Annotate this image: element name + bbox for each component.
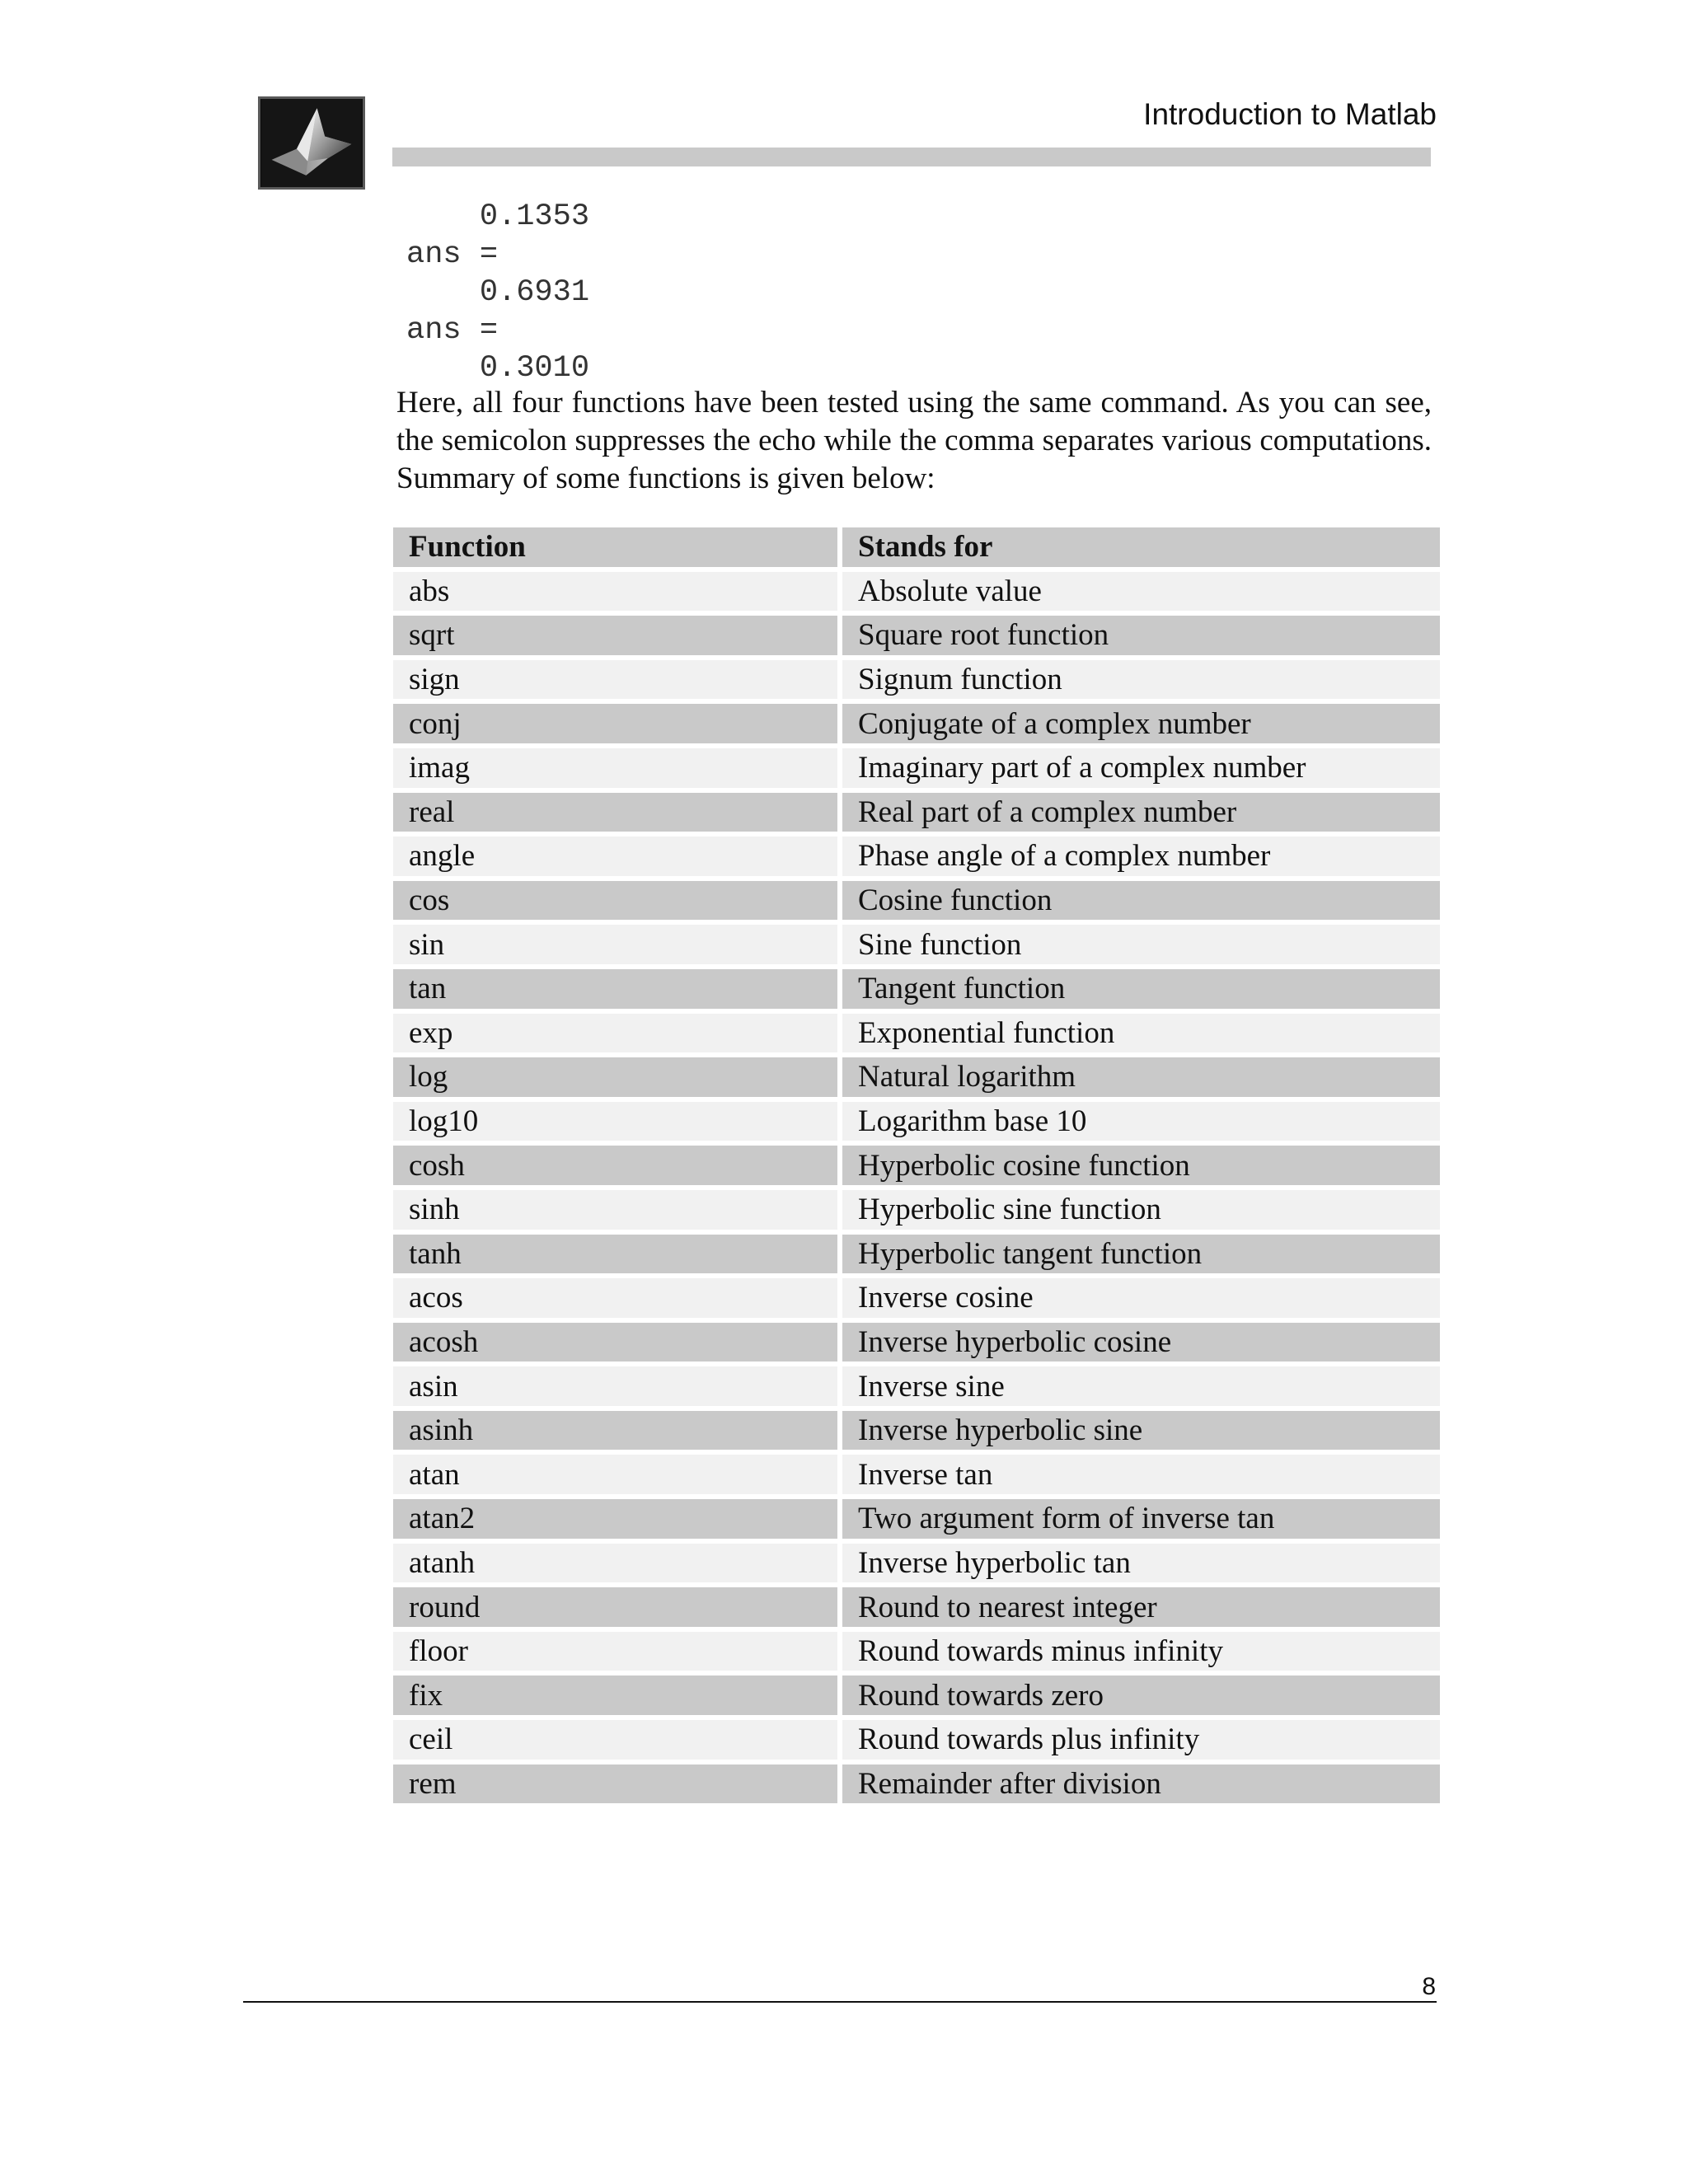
table-row xyxy=(393,1146,1440,1185)
table-row xyxy=(393,881,1440,921)
code-line: 0.3010 xyxy=(406,351,590,386)
function-description-cell: Inverse sine xyxy=(842,1366,1440,1406)
function-name-cell: atan xyxy=(393,1455,837,1494)
function-description-cell: Inverse cosine xyxy=(842,1278,1440,1318)
function-name-cell: cos xyxy=(393,881,837,921)
function-name-cell: atan2 xyxy=(393,1499,837,1539)
function-name-cell: imag xyxy=(393,748,837,788)
function-name-cell: sinh xyxy=(393,1190,837,1230)
function-description-cell: Hyperbolic cosine function xyxy=(842,1146,1440,1185)
function-description-cell: Two argument form of inverse tan xyxy=(842,1499,1440,1539)
footer-rule xyxy=(243,2001,1437,2003)
table-row xyxy=(393,793,1440,832)
function-name-cell: tanh xyxy=(393,1235,837,1274)
table-row xyxy=(393,1235,1440,1274)
table-row xyxy=(393,572,1440,612)
function-description-cell: Remainder after division xyxy=(842,1765,1440,1804)
function-name-cell: real xyxy=(393,793,837,832)
function-description-cell: Inverse hyperbolic tan xyxy=(842,1544,1440,1583)
table-row xyxy=(393,969,1440,1009)
function-description-cell: Exponential function xyxy=(842,1014,1440,1053)
header-title: Introduction to Matlab xyxy=(1143,97,1437,131)
table-row xyxy=(393,1587,1440,1627)
function-name-cell: asin xyxy=(393,1366,837,1406)
code-line: ans = xyxy=(406,313,499,348)
table-row xyxy=(393,1411,1440,1451)
function-description-cell: Hyperbolic tangent function xyxy=(842,1235,1440,1274)
table-row xyxy=(393,616,1440,655)
table-row xyxy=(393,837,1440,876)
header-divider-bar xyxy=(392,148,1431,166)
function-name-cell: sqrt xyxy=(393,616,837,655)
function-name-cell: cosh xyxy=(393,1146,837,1185)
table-row xyxy=(393,1544,1440,1583)
function-description-cell: Round towards minus infinity xyxy=(842,1632,1440,1671)
table-row xyxy=(393,925,1440,964)
body-paragraph: Here, all four functions have been tested using the same command. As you can see, the semicolon suppresses the echo while the comma separates various computations. Summary of some functions is given below: xyxy=(396,386,1432,495)
page-number: 8 xyxy=(1422,1973,1436,2000)
function-description-cell: Square root function xyxy=(842,616,1440,655)
function-name-cell: exp xyxy=(393,1014,837,1053)
function-description-cell: Imaginary part of a complex number xyxy=(842,748,1440,788)
function-name-cell: asinh xyxy=(393,1411,837,1451)
function-description-cell: Signum function xyxy=(842,660,1440,700)
function-name-cell: sign xyxy=(393,660,837,700)
table-row xyxy=(393,1057,1440,1097)
function-name-cell: round xyxy=(393,1587,837,1627)
table-row xyxy=(393,1455,1440,1494)
function-description-cell: Round towards zero xyxy=(842,1675,1440,1715)
function-description-cell: Inverse hyperbolic cosine xyxy=(842,1323,1440,1362)
function-name-cell: fix xyxy=(393,1675,837,1715)
table-row xyxy=(393,1675,1440,1715)
function-name-cell: ceil xyxy=(393,1720,837,1760)
function-description-cell: Cosine function xyxy=(842,881,1440,921)
table-row xyxy=(393,1190,1440,1230)
function-name-cell: tan xyxy=(393,969,837,1009)
function-description-cell: Tangent function xyxy=(842,969,1440,1009)
function-name-cell: acos xyxy=(393,1278,837,1318)
table-row xyxy=(393,748,1440,788)
function-name-cell: acosh xyxy=(393,1323,837,1362)
function-description-cell: Natural logarithm xyxy=(842,1057,1440,1097)
function-description-cell: Inverse tan xyxy=(842,1455,1440,1494)
function-description-cell: Real part of a complex number xyxy=(842,793,1440,832)
table-row xyxy=(393,1765,1440,1804)
code-line: ans = xyxy=(406,237,499,272)
code-line: 0.1353 xyxy=(406,199,590,234)
function-name-cell: rem xyxy=(393,1765,837,1804)
function-description-cell: Logarithm base 10 xyxy=(842,1102,1440,1141)
code-output xyxy=(406,198,589,387)
function-description-cell: Round towards plus infinity xyxy=(842,1720,1440,1760)
function-name-cell: conj xyxy=(393,704,837,743)
table-header-function: Function xyxy=(393,527,837,567)
function-description-cell: Absolute value xyxy=(842,572,1440,612)
function-description-cell: Sine function xyxy=(842,925,1440,964)
table-header-stands-for: Stands for xyxy=(842,527,1440,567)
table-header-row xyxy=(393,527,1440,567)
function-name-cell: abs xyxy=(393,572,837,612)
function-name-cell: atanh xyxy=(393,1544,837,1583)
function-summary-table xyxy=(388,523,1445,1808)
function-name-cell: log xyxy=(393,1057,837,1097)
matlab-logo-icon xyxy=(258,96,365,190)
table-row xyxy=(393,1366,1440,1406)
table-row xyxy=(393,1499,1440,1539)
function-name-cell: sin xyxy=(393,925,837,964)
function-description-cell: Inverse hyperbolic sine xyxy=(842,1411,1440,1451)
function-name-cell: angle xyxy=(393,837,837,876)
table-row xyxy=(393,1278,1440,1318)
function-name-cell: floor xyxy=(393,1632,837,1671)
table-row xyxy=(393,1632,1440,1671)
function-description-cell: Hyperbolic sine function xyxy=(842,1190,1440,1230)
function-description-cell: Round to nearest integer xyxy=(842,1587,1440,1627)
table-row xyxy=(393,1323,1440,1362)
code-line: 0.6931 xyxy=(406,275,590,310)
function-description-cell: Conjugate of a complex number xyxy=(842,704,1440,743)
function-description-cell: Phase angle of a complex number xyxy=(842,837,1440,876)
table-row xyxy=(393,1720,1440,1760)
table-row xyxy=(393,704,1440,743)
table-row xyxy=(393,1102,1440,1141)
table-row xyxy=(393,1014,1440,1053)
table-row xyxy=(393,660,1440,700)
function-name-cell: log10 xyxy=(393,1102,837,1141)
